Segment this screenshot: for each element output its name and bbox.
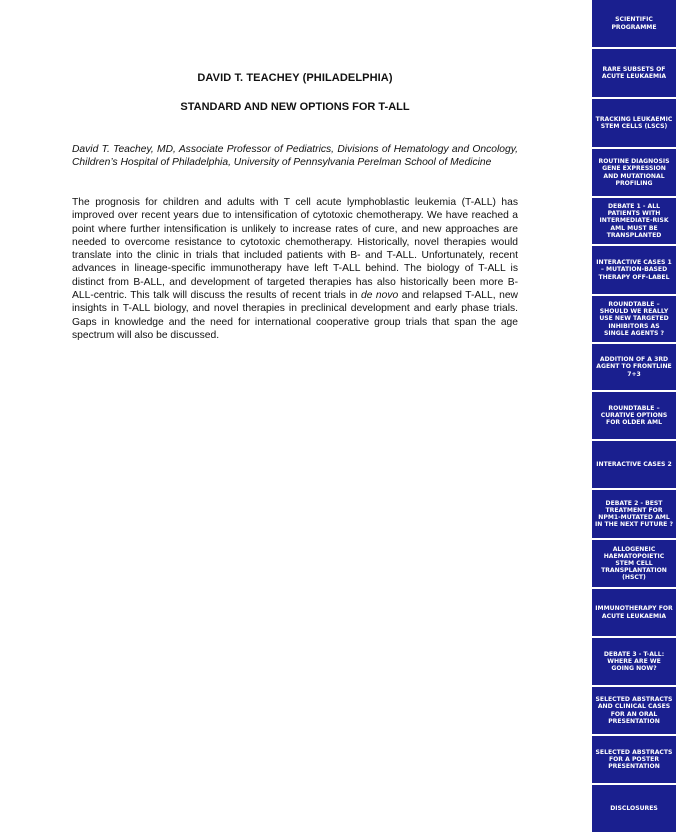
talk-title: STANDARD AND NEW OPTIONS FOR T-ALL bbox=[180, 101, 410, 113]
sidebar-item-label: INTERACTIVE CASES 1 – MUTATION-BASED THERAPY OFF-LABEL bbox=[596, 259, 672, 281]
sidebar-item-rare-subsets[interactable] bbox=[592, 49, 676, 97]
sidebar-item-routine-diagnosis[interactable] bbox=[592, 149, 676, 196]
sidebar-item-label: SELECTED ABSTRACTS FOR A POSTER PRESENTATION bbox=[595, 748, 673, 771]
sidebar-item-label: DEBATE 3 - T-ALL: WHERE ARE WE GOING NOW? bbox=[603, 650, 665, 673]
sidebar-item-label: DEBATE 1 - ALL PATIENTS WITH INTERMEDIATE-RISK AML MUST BE TRANSPLANTED bbox=[599, 203, 669, 239]
sidebar-item-label: SELECTED ABSTRACTS AND CLINICAL CASES FOR AN ORAL PRESENTATION bbox=[595, 696, 673, 725]
sidebar-item-label: ROUNDTABLE – CURATIVE OPTIONS FOR OLDER AML bbox=[600, 404, 668, 427]
speaker-heading: DAVID T. TEACHEY (PHILADELPHIA) bbox=[197, 72, 393, 84]
sidebar-item-scientific-programme[interactable] bbox=[592, 0, 676, 47]
abstract-text-part-1: The prognosis for children and adults with T cell acute lymphoblastic leukemia (T-ALL) has improved over recent years due to intensification of cytotoxic chemotherapy. We have reached a point where further intensification is unlikely to increase rates of cure, and new approaches are needed to overcome resistance to cytotoxic chemotherapy. Historically, novel therapies would translate into the clinic in trials that included patients with B- and T-ALL. Unfortunately, recent advances in lineage-specific immunotherapy have left T-ALL behind. The biology of T-ALL is distinct from B-ALL, and development of targeted therapies has also historically been more B-ALL-centric. This talk will discuss the results of recent trials in bbox=[72, 197, 518, 302]
sidebar-item-debate-3[interactable] bbox=[592, 638, 676, 685]
sidebar-item-immunotherapy[interactable] bbox=[592, 589, 676, 636]
sidebar-item-label: DEBATE 2 - BEST TREATMENT FOR NPM1-MUTATED AML IN THE NEXT FUTURE ? bbox=[595, 499, 673, 529]
sidebar-item-label: TRACKING LEUKAEMIC STEM CELLS (LSCS) bbox=[595, 115, 673, 130]
sidebar-item-roundtable-older-aml[interactable] bbox=[592, 392, 676, 439]
sidebar-item-debate-1[interactable] bbox=[592, 198, 676, 244]
sidebar-item-label: RARE SUBSETS OF ACUTE LEUKAEMIA bbox=[601, 65, 667, 80]
sidebar-item-disclosures[interactable] bbox=[592, 785, 676, 832]
sidebar-item-interactive-cases-1[interactable] bbox=[592, 246, 676, 294]
sidebar-item-label: INTERACTIVE CASES 2 bbox=[596, 460, 672, 468]
sidebar-item-label: DISCLOSURES bbox=[610, 804, 658, 812]
programme-sidebar bbox=[590, 0, 676, 832]
sidebar-item-roundtable-inhibitors[interactable] bbox=[592, 296, 676, 342]
sidebar-item-label: IMMUNOTHERAPY FOR ACUTE LEUKAEMIA bbox=[595, 605, 673, 620]
sidebar-item-label: ADDITION OF A 3RD AGENT TO FRONTLINE 7+3 bbox=[596, 356, 672, 378]
abstract-italic-term: de novo bbox=[360, 290, 399, 302]
sidebar-item-allogeneic-hsct[interactable] bbox=[592, 540, 676, 587]
sidebar-item-label: ROUTINE DIAGNOSIS GENE EXPRESSION AND MUTATIONAL PROFILING bbox=[598, 158, 670, 187]
sidebar-item-third-agent[interactable] bbox=[592, 344, 676, 390]
sidebar-item-interactive-cases-2[interactable] bbox=[592, 441, 676, 488]
sidebar-item-poster-abstracts[interactable] bbox=[592, 736, 676, 783]
abstract-text-part-2: and relapsed T-ALL, new insights in T-ALL biology, and novel therapies in preclinical development and early phase trials. Gaps in knowledge and the need for international cooperative group trials that span the age spectrum will also be discussed. bbox=[72, 290, 518, 341]
sidebar-item-label: SCIENTIFIC PROGRAMME bbox=[611, 16, 657, 31]
author-affiliation: David T. Teachey, MD, Associate Professor of Pediatrics, Divisions of Hematology and Oncology, Children’s Hospital of Philadelphia, University of Pennsylvania Perelman School of Medicine bbox=[72, 144, 518, 169]
sidebar-item-tracking-lscs[interactable] bbox=[592, 99, 676, 147]
abstract-paragraph bbox=[72, 196, 518, 342]
sidebar-item-oral-abstracts[interactable] bbox=[592, 687, 676, 734]
sidebar-item-label: ROUNDTABLE – SHOULD WE REALLY USE NEW TARGETED INHIBITORS AS SINGLE AGENTS ? bbox=[599, 301, 669, 337]
sidebar-item-debate-2[interactable] bbox=[592, 490, 676, 538]
sidebar-item-label: ALLOGENEIC HAEMATOPOIETIC STEM CELL TRANSPLANTATION (HSCT) bbox=[601, 545, 667, 582]
